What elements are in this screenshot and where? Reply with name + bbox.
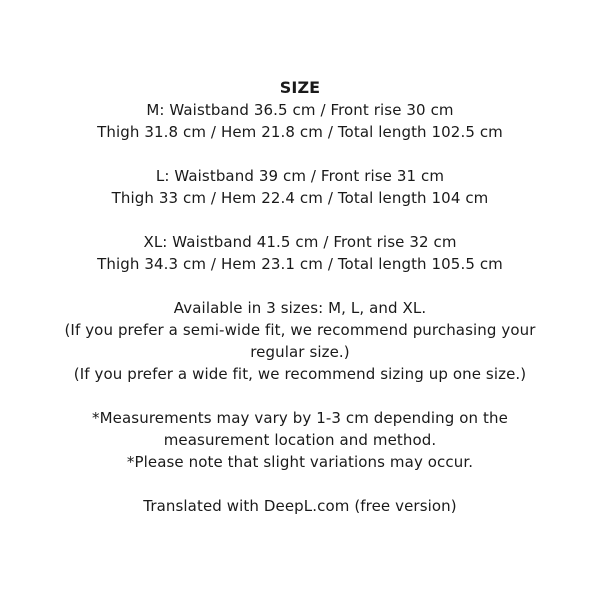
size-l-lengths: Thigh 33 cm / Hem 22.4 cm / Total length 104 cm	[111, 189, 489, 207]
spacer	[0, 209, 600, 231]
measurement-variance-note-cont: measurement location and method.	[163, 431, 437, 449]
size-l-measurements: L: Waistband 39 cm / Front rise 31 cm	[155, 167, 445, 185]
translation-credit: Translated with DeepL.com (free version)	[143, 497, 457, 515]
size-xl-lengths: Thigh 34.3 cm / Hem 23.1 cm / Total length 105.5 cm	[97, 255, 503, 273]
spacer	[0, 275, 600, 297]
size-m-lengths: Thigh 31.8 cm / Hem 21.8 cm / Total length 102.5 cm	[97, 123, 503, 141]
size-m-measurements: M: Waistband 36.5 cm / Front rise 30 cm	[146, 101, 454, 119]
spacer	[0, 385, 600, 407]
semi-wide-fit-note: (If you prefer a semi-wide fit, we recommend purchasing your	[64, 321, 536, 339]
slight-variation-note: *Please note that slight variations may occur.	[126, 453, 474, 471]
spacer	[0, 473, 600, 495]
size-xl-measurements: XL: Waistband 41.5 cm / Front rise 32 cm	[143, 233, 457, 251]
semi-wide-fit-note-cont: regular size.)	[250, 343, 350, 361]
spacer	[0, 143, 600, 165]
measurement-variance-note: *Measurements may vary by 1-3 cm depending on the	[92, 409, 508, 427]
wide-fit-note: (If you prefer a wide fit, we recommend sizing up one size.)	[73, 365, 527, 383]
size-guide-content	[0, 77, 600, 517]
size-title: SIZE	[279, 78, 321, 97]
availability-text: Available in 3 sizes: M, L, and XL.	[173, 299, 427, 317]
